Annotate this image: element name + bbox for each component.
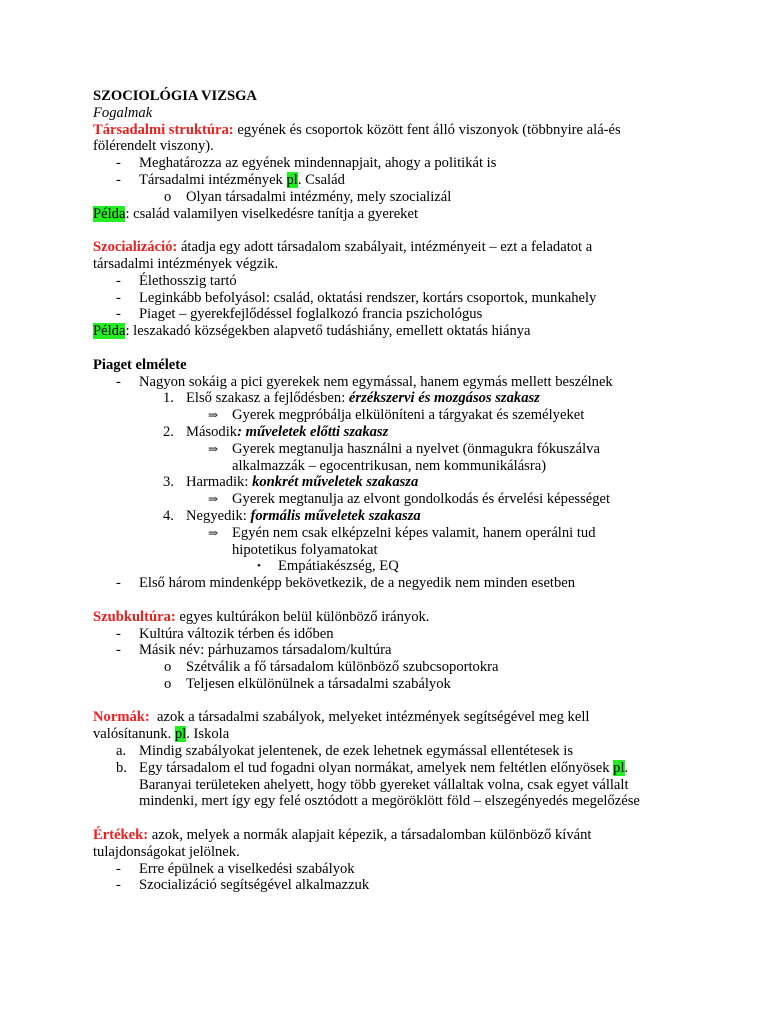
- stage-description: ⇒ Gyerek megpróbálja elkülöníteni a tárgyakat és személyeket: [208, 407, 585, 424]
- arrow-icon: ⇒: [208, 492, 219, 507]
- dash-marker: -: [116, 171, 121, 188]
- lettered-item: b. Egy társadalom el tud fogadni olyan normákat, amelyek nem feltétlen előnyösek pl.: [116, 759, 629, 776]
- sub-list-item: o Szétválik a fő társadalom különböző szubcsoportokra: [164, 659, 499, 676]
- section-ertekek: [93, 827, 693, 894]
- section-szubkultura: [93, 609, 693, 693]
- circle-bullet-icon: o: [164, 188, 172, 205]
- circle-bullet-icon: o: [164, 675, 172, 692]
- section-heading: Piaget elmélete: [93, 356, 187, 373]
- term-label: Társadalmi struktúra:: [93, 121, 234, 138]
- term-definition-cont: társadalmi intézmények végzik.: [93, 255, 279, 272]
- stage-name: konkrét műveletek szakasza: [252, 474, 419, 491]
- stage-name: érzékszervi és mozgásos szakasz: [348, 390, 540, 407]
- term-definition-cont: valósítanunk. pl. Iskola: [93, 726, 230, 743]
- highlighted-text: pl: [613, 759, 625, 776]
- stage-description: ⇒ Gyerek megtanulja az elvont gondolkodás és érvelési képességet: [208, 491, 611, 508]
- sub-list-item: o Olyan társadalmi intézmény, mely szocializál: [164, 188, 452, 205]
- term-label: Szocializáció:: [93, 239, 178, 256]
- arrow-icon: ⇒: [208, 525, 219, 540]
- stage-item: 1. Első szakasz a fejlődésben: érzékszervi és mozgásos szakasz: [163, 390, 540, 407]
- dash-marker: -: [116, 575, 121, 592]
- list-item: - Első három mindenképp bekövetkezik, de a negyedik nem minden esetben: [116, 575, 576, 592]
- term-definition: azok a társadalmi szabályok, melyeket intézmények segítségével meg kell: [149, 709, 590, 726]
- stage-description-cont: hipotetikus folyamatokat: [232, 541, 378, 558]
- stage-item: 3. Harmadik: konkrét műveletek szakasza: [163, 474, 419, 491]
- example-line: Példa: család valamilyen viselkedésre tanítja a gyereket: [93, 205, 418, 222]
- highlighted-text: pl: [174, 726, 187, 743]
- dash-marker: -: [116, 272, 121, 289]
- term-definition-cont: fölérendelt viszony).: [93, 138, 214, 155]
- term-label: Normák:: [93, 709, 150, 726]
- dash-marker: -: [116, 877, 121, 894]
- circle-bullet-icon: o: [164, 659, 172, 676]
- dash-marker: -: [116, 642, 121, 659]
- dash-marker: -: [116, 306, 121, 323]
- stage-description-cont: alkalmazzák – egocentrikusan, nem kommunikálásra): [232, 457, 547, 474]
- stage-description: ⇒ Egyén nem csak elképzelni képes valamit, hanem operálni tud: [208, 524, 596, 541]
- list-item: - Leginkább befolyásol: család, oktatási rendszer, kortárs csoportok, munkahely: [116, 289, 597, 306]
- term-definition: egyének és csoportok között fent álló viszonyok (többnyire alá-és: [233, 121, 621, 138]
- dash-marker: -: [116, 155, 121, 172]
- stage-item: 4. Negyedik: formális műveletek szakasza: [163, 507, 421, 524]
- lettered-item: a. Mindig szabályokat jelentenek, de ezek lehetnek egymással ellentétesek is: [116, 743, 574, 760]
- list-item: - Kultúra változik térben és időben: [116, 625, 334, 642]
- list-item: - Másik név: párhuzamos társadalom/kultúra: [116, 642, 392, 659]
- section-piaget: [93, 357, 693, 592]
- section-szocializacio: [93, 239, 693, 340]
- stage-item: 2. Második: műveletek előtti szakasz: [163, 423, 389, 440]
- stage-sub-item: • Empátiakészség, EQ: [257, 558, 399, 575]
- dash-marker: -: [116, 860, 121, 877]
- document-subtitle: Fogalmak: [93, 104, 153, 121]
- section-normak: [93, 709, 693, 810]
- list-item: - Piaget – gyerekfejlődéssel foglalkozó francia pszichológus: [116, 306, 483, 323]
- stage-name: : műveletek előtti szakasz: [237, 423, 389, 440]
- stage-description: ⇒ Gyerek megtanulja használni a nyelvet (önmagukra fókuszálva: [208, 440, 600, 457]
- lettered-item-cont: mindenki, mert így egy felé osztódott a megöröklött föld – elszegényedés megelőzése: [139, 793, 640, 810]
- dash-marker: -: [116, 289, 121, 306]
- highlighted-text: pl: [286, 171, 298, 188]
- list-item: - Szocializáció segítségével alkalmazzuk: [116, 877, 370, 894]
- list-item: - Meghatározza az egyének mindennapjait, ahogy a politikát is: [116, 155, 497, 172]
- term-definition: azok, melyek a normák alapjait képezik, a társadalomban különböző kívánt: [148, 827, 592, 844]
- dash-marker: -: [116, 625, 121, 642]
- highlighted-text: Példa: [93, 205, 126, 222]
- document-page: [93, 88, 693, 894]
- term-label: Szubkultúra:: [93, 608, 176, 625]
- highlighted-text: Példa: [93, 323, 126, 340]
- list-item: - Élethosszig tartó: [116, 272, 237, 289]
- list-item: - Nagyon sokáig a pici gyerekek nem egymással, hanem egymás mellett beszélnek: [116, 373, 613, 390]
- section-tarsadalmi-struktura: [93, 122, 693, 223]
- sub-list-item: o Teljesen elkülönülnek a társadalmi szabályok: [164, 675, 451, 692]
- document-title: SZOCIOLÓGIA VIZSGA: [93, 88, 257, 104]
- list-item: - Erre épülnek a viselkedési szabályok: [116, 860, 355, 877]
- lettered-item-cont: Baranyai területeken ahelyett, hogy több gyereket vállaltak volna, csak egyet vállalt: [139, 776, 629, 793]
- term-definition: átadja egy adott társadalom szabályait, intézményeit – ezt a feladatot a: [177, 239, 593, 256]
- stage-name: formális műveletek szakasza: [250, 507, 421, 524]
- term-label: Értékek:: [93, 827, 149, 844]
- term-definition-cont: tulajdonságokat jelölnek.: [93, 843, 240, 860]
- arrow-icon: ⇒: [208, 441, 219, 456]
- dash-marker: -: [116, 373, 121, 390]
- list-item: - Társadalmi intézmények pl. Család: [116, 171, 345, 188]
- term-definition: egyes kultúrákon belül különböző irányok.: [175, 608, 430, 625]
- example-line: Példa: leszakadó községekben alapvető tudáshiány, emellett oktatás hiánya: [93, 323, 531, 340]
- bullet-icon: •: [257, 560, 261, 573]
- arrow-icon: ⇒: [208, 408, 219, 423]
